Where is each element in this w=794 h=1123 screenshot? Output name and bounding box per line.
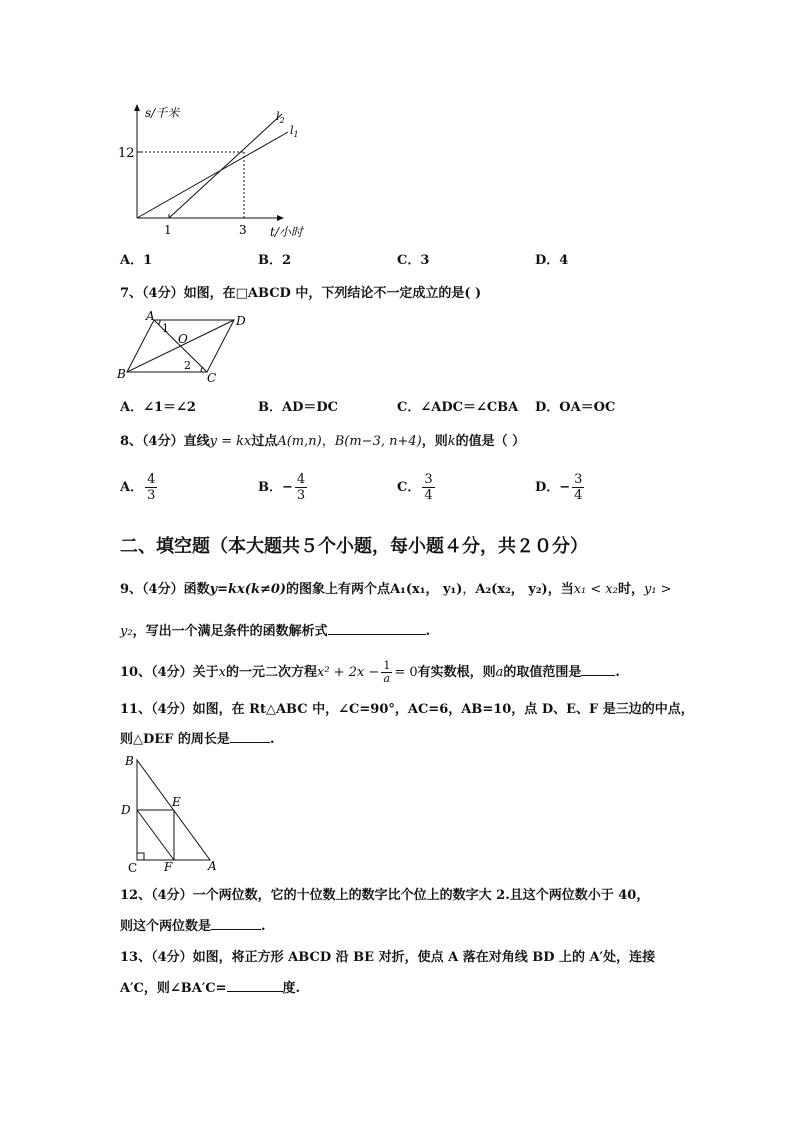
q9-d: ，当 [547,582,574,597]
question-13-line-2 [120,977,300,996]
q10-x: x [218,665,226,680]
frac-den: 4 [424,488,433,503]
q11-answer-blank[interactable] [230,730,270,743]
q12-end: . [261,919,266,934]
line-l1 [137,132,288,218]
q10-b: 的一元二次方程 [225,665,317,680]
q7-option-a: A．∠1＝∠2 [120,400,196,415]
q8-mid1: 过点 [251,434,278,449]
question-7 [120,282,481,301]
q10-c: 有实数根，则 [417,665,496,680]
q8-option-c-fraction [422,472,434,503]
q8-option-d-fraction [572,472,584,503]
q11-line-2-text: 则△DEF 的周长是 [120,732,230,747]
q8-point-b: B(m−3, n+4) [334,434,422,449]
frac-num: 4 [147,472,156,487]
q10-eq-right: = 0 [394,665,418,680]
label-l1: $l_1$ [290,124,299,139]
question-11-line-1: 11、（4分）如图，在 Rt△ABC 中，∠C=90°，AC=6，AB=10，点 D、E、F 是三边的中点， [120,702,694,717]
q7-option-b: B．AD＝DC [258,400,338,415]
q8-option-b [258,472,309,503]
vertex-d: D [236,314,246,328]
q7-rest: ABCD 中，下列结论不一定成立的是( ) [247,286,482,301]
q7-option-d: D．OA＝OC [535,400,616,415]
q6-option-d: D．4 [535,253,569,268]
vertex-a: A [146,309,155,323]
center-o: O [178,332,188,346]
frac-num: 4 [296,472,306,487]
q6-option-b: B．2 [258,253,292,268]
q10-fraction [381,660,392,685]
question-9-line-2 [120,620,430,639]
q6-option-c: C．3 [397,253,430,268]
label-l2: $l_2$ [276,110,285,125]
y-axis-arrow [134,104,140,111]
q9-a: 9、（4分）函数 [120,582,210,597]
midpoint-e: E [172,795,181,809]
right-angle-mark [137,853,144,860]
y-axis-label: s/千米 [145,106,180,120]
q8-equation: y = kx [209,434,252,449]
q10-end: . [615,665,620,680]
q8-sep: ， [321,434,335,449]
q10-a-var: a [495,665,504,680]
q9-point-a2: A₂(x₂， y₂) [475,582,548,597]
q10-a: 10、（4分）关于 [120,665,219,680]
question-12-line-2 [120,915,266,934]
q8-point-a: A(m,n) [277,434,322,449]
q9-point-a1: A₁(x₁， y₁) [390,582,463,597]
q9-end: . [425,624,431,639]
x-axis-arrow [277,215,284,221]
frac-num: 1 [383,659,391,672]
q9-answer-blank[interactable] [328,622,426,635]
frac-num: 3 [574,472,583,487]
vertex-a: A [208,859,217,873]
q9-function: y=kx(k≠0) [209,582,287,597]
q10-answer-blank[interactable] [581,663,615,676]
frac-den: 3 [147,488,156,503]
q9-y1-gt: y₁ > [643,582,672,597]
q8-k: k [447,434,456,449]
distance-time-graph [110,100,320,245]
angle-1-label: 1 [162,322,169,335]
q9-y2: y₂ [120,624,133,639]
q9-l2-text: ，写出一个满足条件的函数解析式 [132,624,328,639]
q10-d: 的取值范围是 [503,665,582,680]
q8-option-a-fraction [145,472,157,503]
q8-option-c-label: C． [397,480,421,495]
q11-end: . [269,732,275,747]
q8-option-b-fraction [295,472,307,503]
frac-den: 3 [296,488,306,503]
vertex-c: C [207,371,217,384]
angle-2-label: 2 [184,359,191,372]
q13-end: 度. [282,981,301,996]
q9-comma: ， [462,582,476,597]
question-8 [120,430,525,449]
frac-den: 4 [574,488,583,503]
vertex-b: B [125,754,134,768]
q8-option-a [120,472,159,503]
line-l2 [169,114,282,218]
q6-option-a: A．1 [120,253,153,268]
y-tick-12: 12 [118,146,135,161]
triangle-figure [112,752,224,874]
question-10 [120,660,620,685]
frac-num: 3 [424,472,433,487]
angle-1-arc [158,320,160,325]
q7-parallelogram-symbol: □ [235,286,248,301]
q13-answer-blank[interactable] [227,979,283,992]
vertex-b: B [117,367,126,381]
q13-line-2-text: A′C，则∠BA′C= [120,981,227,996]
q8-prefix: 8、（4分）直线 [120,434,210,449]
q10-eq-left: x² + 2x − [317,665,380,680]
q9-c: 的图象上有两个点 [286,582,391,597]
frac-den: a [383,672,391,685]
q9-e: 时， [617,582,644,597]
midpoint-d: D [121,803,131,817]
q8-mid2: ，则 [421,434,448,449]
vertex-c: C [128,861,138,874]
question-13-line-1: 13、（4分）如图，将正方形 ABCD 沿 BE 对折，使点 A 落在对角线 BD 上的 A′处，连接 [120,950,656,965]
q12-answer-blank[interactable] [211,917,261,930]
section-2-heading: 二、填空题（本大题共５个小题，每小题４分，共２０分） [120,536,588,557]
q8-option-a-label: A． [120,480,144,495]
question-11-line-2 [120,728,274,747]
angle-2-arc [201,367,203,372]
parallelogram-figure [114,308,264,384]
x-tick-1: 1 [164,223,172,237]
question-12-line-1: 12、（4分）一个两位数，它的十位数上的数字比个位上的数字大 2.且这个两位数小于 40， [120,888,650,903]
q8-option-b-label: B．− [258,480,293,495]
q8-option-d [535,472,586,503]
q7-option-c: C．∠ADC＝∠CBA [397,400,519,415]
q7-prefix: 7、（4分）如图，在 [120,286,236,301]
q9-condition: x₁ < x₂ [573,582,618,597]
midpoint-f: F [164,860,173,874]
x-tick-3: 3 [239,223,247,237]
q8-option-c [397,472,437,503]
x-axis-label: t/小时 [270,225,303,239]
q8-tail: 的值是（ ） [455,434,526,449]
q8-option-d-label: D．− [535,480,571,495]
q12-line-2-text: 则这个两位数是 [120,919,212,934]
question-9-line-1 [120,578,672,597]
diagonal-bd [127,320,234,372]
